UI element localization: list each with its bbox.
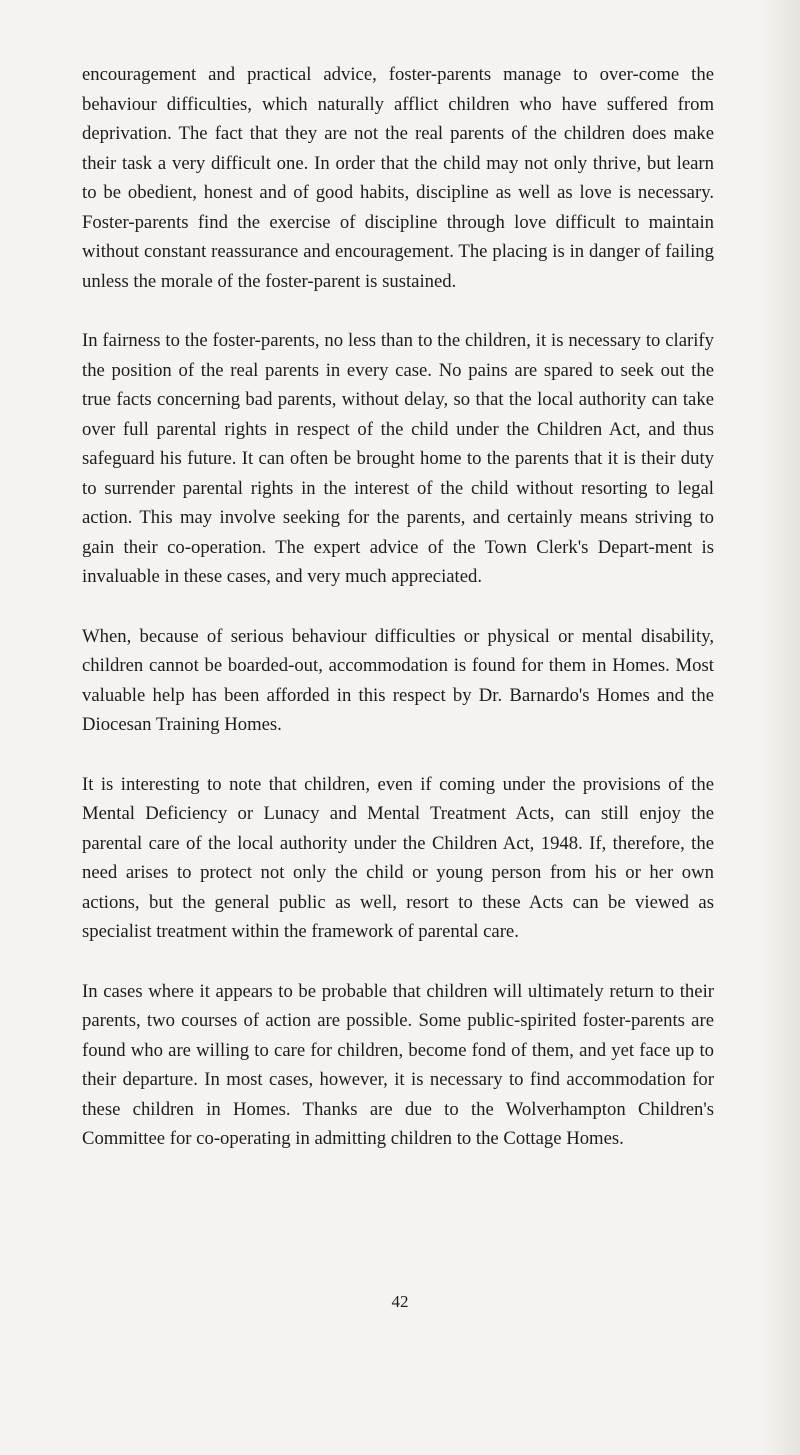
page-number: 42 xyxy=(391,1292,409,1311)
paragraph-5: In cases where it appears to be probable that children will ultimately return to their parents, two courses of action are possible. Some public-spirited foster-parents are found who are willing to care for children, become fond of them, and yet face up to their departure. In most cases, however, it is necessary to find accommodation for these children in Homes. Thanks are due to the Wolverhampton Children's Committee for co-operating in admitting children to the Cottage Homes. xyxy=(82,980,714,1149)
body-text xyxy=(82,60,714,1184)
page-edge-shadow xyxy=(762,0,800,1455)
paragraph-1: encouragement and practical advice, foster-parents manage to over-come the behaviour difficulties, which naturally afflict children who have suffered from deprivation. The fact that they are not the real parents of the children does make their task a very difficult one. In order that the child may not only thrive, but learn to be obedient, honest and of good habits, discipline as well as love is necessary. Foster-parents find the exercise of discipline through love difficult to maintain without constant reassurance and encouragement. The placing is in danger of failing unless the morale of the foster-parent is sustained. xyxy=(82,64,714,292)
paragraph-4: It is interesting to note that children, even if coming under the provisions of the Mental Deficiency or Lunacy and Mental Treatment Acts, can still enjoy the parental care of the local authority under the Children Act, 1948. If, therefore, the need arises to protect not only the child or young person from his or her own actions, but the general public as well, resort to these Acts can be viewed as specialist treatment within the framework of parental care. xyxy=(82,773,714,942)
paragraph-2: In fairness to the foster-parents, no less than to the children, it is necessary to clarify the position of the real parents in every case. No pains are spared to seek out the true facts concerning bad parents, without delay, so that the local authority can take over full parental rights in respect of the child under the Children Act, and thus safeguard his future. It can often be brought home to the parents that it is their duty to surrender parental rights in the interest of the child without resorting to legal action. This may involve seeking for the parents, and certainly means striving to gain their co-operation. The expert advice of the Town Clerk's Depart-ment is invaluable in these cases, and very much appreciated. xyxy=(82,330,714,587)
paragraph-3: When, because of serious behaviour difficulties or physical or mental disability, children cannot be boarded-out, accommodation is found for them in Homes. Most valuable help has been afforded in this respect by Dr. Barnardo's Homes and the Diocesan Training Homes. xyxy=(82,625,714,735)
